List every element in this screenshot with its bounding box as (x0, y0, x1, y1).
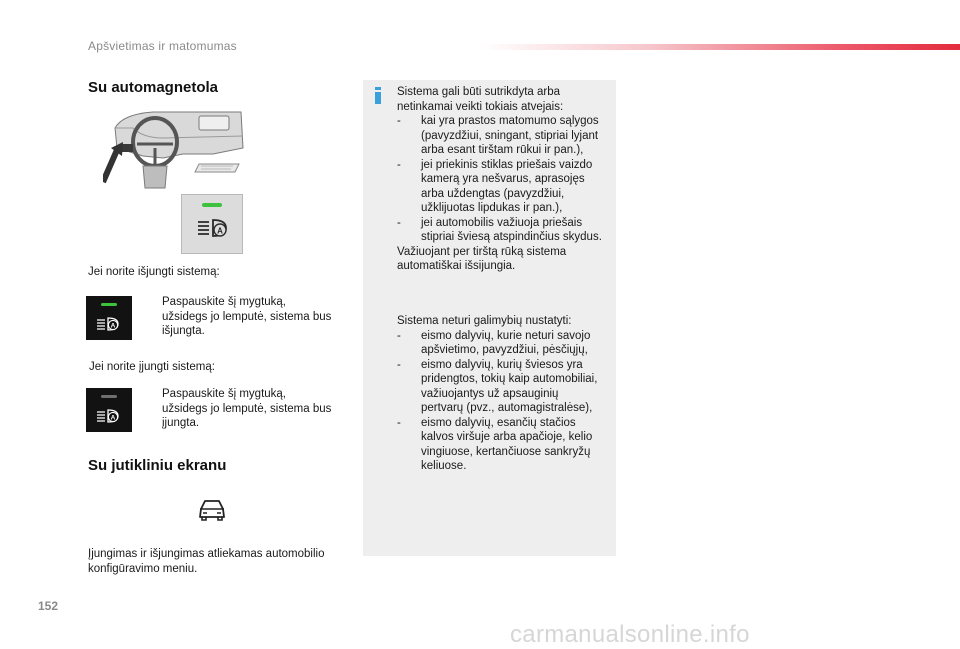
watermark: carmanualsonline.info (510, 621, 750, 648)
turn-on-intro: Jei norite įjungti sistemą: (89, 361, 215, 373)
header-accent-bar (480, 44, 960, 50)
auto-high-beam-button-panel (181, 194, 243, 254)
turn-on-instruction: Paspauskite šį mygtuką, užsidegs jo lemputė, sistema bus įjungta. (162, 388, 332, 429)
info-paragraph-conditions: Sistema gali būti sutrikdyta arba netinkamai veikti tokiais atvejais: - kai yra prastos matomumo sąlygos (pavyzdžiui, sningant, stipriai lyjant arba esant tirštam rūkui ir pan.), - jei priekinis stiklas priešais vaizdo kamerą yra nešvarus, aprasojęs arba uždengtas (pavyzdžiui, užklijuotas lipdukas ir pan.), - jei automobilis važiuoja priešais stipriai šviesą atspindinčius skydus. Važiuojant per tirštą rūką sistema automatiškai išsijungia. (397, 86, 602, 272)
car-icon (197, 497, 227, 523)
info-paragraph-limitations: Sistema neturi galimybių nustatyti: - eismo dalyvių, kurie neturi savojo apšvietimo, pavyzdžiui, pėsčiųjų, - eismo dalyvių, kurių šviesos yra pridengtos, tokių kaip automobiliai, važiuojantys už apsauginių pertvarų (pvz., automagistralėse), - eismo dalyvių, esančių stačios kalvos viršuje arba apačioje, kelio vingiuose, kertančiuose sankryžų keliuose. (397, 315, 598, 472)
auto-high-beam-button-off (86, 388, 132, 432)
dashboard-illustration (103, 108, 245, 190)
button-letter-label: A (217, 226, 223, 236)
turn-off-instruction: Paspauskite šį mygtuką, užsidegs jo lemputė, sistema bus išjungta. (162, 296, 332, 337)
turn-off-intro: Jei norite išjungti sistemą: (88, 266, 220, 278)
svg-text:A: A (110, 322, 116, 330)
auto-high-beam-button-on (86, 296, 132, 340)
svg-text:A: A (110, 414, 116, 422)
info-icon (374, 87, 382, 104)
page-number: 152 (38, 599, 59, 613)
title-radio: Su automagnetola (88, 79, 219, 96)
title-touch-screen: Su jutikliniu ekranu (88, 457, 227, 474)
section-header-title: Apšvietimas ir matomumas (88, 39, 237, 53)
touch-screen-text: Įjungimas ir išjungimas atliekamas automobilio konfigūravimo meniu. (88, 548, 325, 575)
